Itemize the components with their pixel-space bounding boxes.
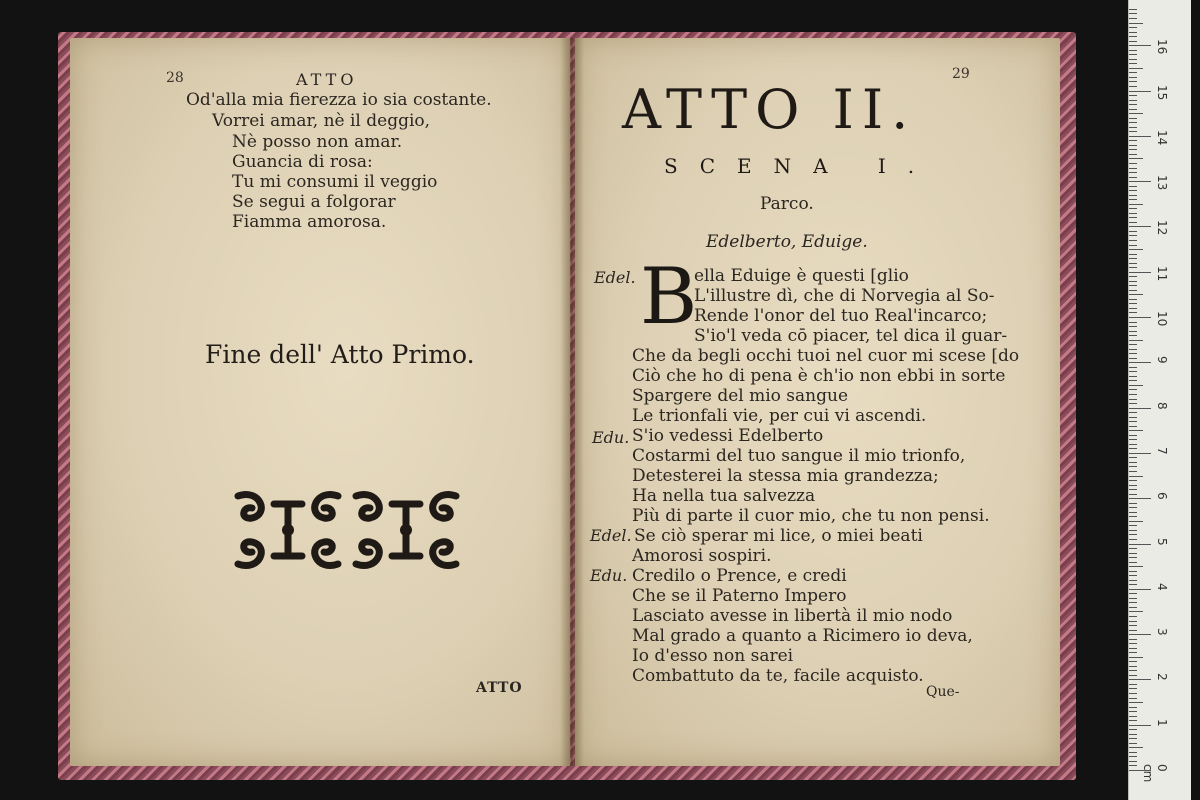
ruler-tick	[1129, 36, 1137, 37]
ruler-tick	[1129, 417, 1137, 418]
ruler-label: 13	[1155, 175, 1169, 191]
verse-line: L'illustre dì, che di Norvegia al So-	[694, 286, 995, 306]
verse-line: Credilo o Prence, e credi	[632, 566, 847, 586]
ruler-label: 5	[1155, 537, 1169, 546]
ruler-tick	[1129, 149, 1137, 150]
ruler-tick	[1129, 435, 1137, 436]
ruler-tick	[1129, 340, 1143, 341]
ruler-tick	[1129, 91, 1151, 92]
ruler-tick	[1129, 720, 1137, 721]
ruler-tick	[1129, 666, 1137, 667]
ruler-label: 11	[1155, 265, 1169, 281]
ruler-tick	[1129, 621, 1137, 622]
ruler-label: 9	[1155, 356, 1169, 364]
ruler-tick	[1129, 349, 1137, 350]
ruler-tick	[1129, 308, 1137, 309]
ruler-tick	[1129, 41, 1137, 42]
ruler-tick	[1129, 77, 1137, 78]
ruler-tick	[1129, 453, 1151, 454]
ruler-tick	[1129, 59, 1137, 60]
ruler-tick	[1129, 639, 1137, 640]
ruler-tick	[1129, 9, 1137, 10]
ruler-tick	[1129, 285, 1137, 286]
ruler-tick	[1129, 657, 1143, 658]
ruler-tick	[1129, 539, 1137, 540]
ruler-tick	[1129, 480, 1137, 481]
ruler-tick	[1129, 598, 1137, 599]
verse-line: Tu mi consumi il veggio	[232, 172, 438, 192]
ruler-tick	[1129, 353, 1137, 354]
ruler-tick	[1129, 190, 1137, 191]
ruler-label: 2	[1155, 673, 1169, 682]
ruler-tick	[1129, 616, 1137, 617]
ruler-tick	[1129, 702, 1143, 703]
measurement-ruler	[1128, 0, 1191, 800]
verse-line: Vorrei amar, nè il deggio,	[212, 111, 431, 131]
ruler-tick	[1129, 317, 1151, 318]
left-page-number: 28	[166, 70, 184, 86]
ruler-tick	[1129, 485, 1137, 486]
ruler-tick	[1129, 72, 1137, 73]
ruler-tick	[1129, 294, 1143, 295]
ruler-tick	[1129, 525, 1137, 526]
ruler-tick	[1129, 32, 1137, 33]
ruler-tick	[1129, 154, 1137, 155]
ruler-tick	[1129, 127, 1137, 128]
ruler-tick	[1129, 634, 1151, 635]
verse-line: S'io vedessi Edelberto	[632, 426, 824, 446]
ruler-tick	[1129, 412, 1137, 413]
ruler-tick	[1129, 512, 1137, 513]
ruler-label: 3	[1155, 628, 1169, 636]
ruler-tick	[1129, 303, 1137, 304]
ruler-tick	[1129, 498, 1151, 499]
ruler-tick	[1129, 113, 1143, 114]
ruler-tick	[1129, 575, 1137, 576]
ruler-tick	[1129, 553, 1137, 554]
ruler-tick	[1129, 394, 1137, 395]
ruler-tick	[1129, 566, 1143, 567]
ruler-tick	[1129, 734, 1137, 735]
verse-line: Rende l'onor del tuo Real'incarco;	[694, 306, 988, 326]
verse-line: Che se il Paterno Impero	[632, 586, 847, 606]
ruler-tick	[1129, 421, 1137, 422]
ruler-label: 6	[1155, 492, 1169, 500]
ruler-tick	[1129, 231, 1137, 232]
ruler-tick	[1129, 367, 1137, 368]
ruler-tick	[1129, 95, 1137, 96]
ruler-tick	[1129, 756, 1137, 757]
ruler-tick	[1129, 661, 1137, 662]
ruler-tick	[1129, 245, 1137, 246]
ruler-tick	[1129, 476, 1143, 477]
ruler-tick	[1129, 670, 1137, 671]
ruler-tick	[1129, 507, 1137, 508]
ruler-tick	[1129, 516, 1137, 517]
ruler-tick	[1129, 462, 1137, 463]
ruler-tick	[1129, 208, 1137, 209]
verse-line: Amorosi sospiri.	[632, 546, 772, 566]
ruler-tick	[1129, 213, 1137, 214]
speaker-label: Edu.	[592, 428, 630, 447]
verse-line: ella Eduige è questi [glio	[694, 266, 909, 286]
ruler-tick	[1129, 729, 1137, 730]
ruler-tick	[1129, 131, 1137, 132]
ruler-tick	[1129, 50, 1137, 51]
ruler-tick	[1129, 584, 1137, 585]
ruler-tick	[1129, 747, 1143, 748]
ruler-tick	[1129, 571, 1137, 572]
ruler-tick	[1129, 385, 1143, 386]
ruler-tick	[1129, 186, 1137, 187]
ruler-tick	[1129, 172, 1137, 173]
ruler-tick	[1129, 331, 1137, 332]
ruler-tick	[1129, 226, 1151, 227]
ruler-tick	[1129, 652, 1137, 653]
ruler-tick	[1129, 322, 1137, 323]
ruler-tick	[1129, 738, 1137, 739]
ruler-tick	[1129, 118, 1137, 119]
verse-line: Guancia di rosa:	[232, 152, 373, 172]
ruler-label: 8	[1155, 401, 1169, 410]
ruler-tick	[1129, 743, 1137, 744]
running-head: ATTO	[296, 70, 358, 89]
verse-line: Spargere del mio sangue	[632, 386, 849, 406]
ruler-tick	[1129, 299, 1137, 300]
verse-line: Se ciò sperar mi lice, o miei beati	[634, 526, 923, 546]
ruler-tick	[1129, 716, 1137, 717]
ruler-tick	[1129, 136, 1151, 137]
ruler-tick	[1129, 358, 1137, 359]
verse-line: Fiamma amorosa.	[232, 212, 387, 232]
act-closing-title: Fine dell' Atto Primo.	[205, 340, 475, 369]
ruler-tick	[1129, 222, 1137, 223]
ruler-tick	[1129, 593, 1137, 594]
ruler-tick	[1129, 607, 1137, 608]
ruler-tick	[1129, 611, 1143, 612]
ruler-tick	[1129, 68, 1143, 69]
ruler-tick	[1129, 530, 1137, 531]
ruler-tick	[1129, 534, 1137, 535]
ruler-tick	[1129, 679, 1151, 680]
ruler-tick	[1129, 380, 1137, 381]
ruler-tick	[1129, 625, 1137, 626]
speaker-label: Edel.	[594, 268, 636, 287]
verse-line: Od'alla mia fierezza io sia costante.	[186, 90, 492, 110]
character-list: Edelberto, Eduige.	[706, 232, 868, 252]
verse-line: Io d'esso non sarei	[632, 646, 794, 666]
verse-line: Nè posso non amar.	[232, 132, 403, 152]
ruler-tick	[1129, 344, 1137, 345]
ruler-tick	[1129, 276, 1137, 277]
ruler-tick	[1129, 27, 1137, 28]
ruler-tick	[1129, 100, 1137, 101]
ruler-tick	[1129, 18, 1137, 19]
ruler-tick	[1129, 290, 1137, 291]
ruler-tick	[1129, 376, 1137, 377]
ruler-tick	[1129, 643, 1137, 644]
ruler-tick	[1129, 630, 1137, 631]
ruler-tick	[1129, 258, 1137, 259]
ruler-tick	[1129, 63, 1137, 64]
verse-line: S'io'l veda cō piacer, tel dica il guar-	[694, 326, 1008, 346]
ruler-tick	[1129, 45, 1151, 46]
verse-line: Più di parte il cuor mio, che tu non pensi.	[632, 506, 990, 526]
drop-cap: B	[640, 252, 698, 342]
ruler-tick	[1129, 466, 1137, 467]
scene-setting: Parco.	[760, 194, 814, 214]
ruler-tick	[1129, 693, 1137, 694]
ruler-tick	[1129, 675, 1137, 676]
ruler-tick	[1129, 181, 1151, 182]
catchword: Que-	[926, 684, 960, 700]
ruler-tick	[1129, 267, 1137, 268]
ruler-tick	[1129, 13, 1137, 14]
ruler-tick	[1129, 163, 1137, 164]
right-page-number: 29	[952, 66, 970, 82]
ruler-tick	[1129, 602, 1137, 603]
ruler-tick	[1129, 389, 1137, 390]
ruler-label: 1	[1155, 718, 1169, 727]
ruler-tick	[1129, 725, 1151, 726]
ruler-tick	[1129, 104, 1137, 105]
ruler-tick	[1129, 145, 1137, 146]
verse-line: Lasciato avesse in libertà il mio nodo	[632, 606, 953, 626]
ruler-tick	[1129, 426, 1137, 427]
act-title: ATTO II.	[622, 78, 917, 141]
ruler-tick	[1129, 503, 1137, 504]
ruler-tick	[1129, 752, 1137, 753]
ruler-tick	[1129, 557, 1137, 558]
ruler-tick	[1129, 521, 1143, 522]
ruler-tick	[1129, 109, 1137, 110]
ruler-tick	[1129, 81, 1137, 82]
ruler-tick	[1129, 371, 1137, 372]
ruler-tick	[1129, 140, 1137, 141]
speaker-label: Edu.	[590, 566, 628, 585]
verse-line: Se segui a folgorar	[232, 192, 396, 212]
catchword: ATTO	[476, 680, 523, 696]
ruler-tick	[1129, 684, 1137, 685]
verse-line: Ciò che ho di pena è ch'io non ebbi in sorte	[632, 366, 1006, 386]
ruler-tick	[1129, 471, 1137, 472]
ruler-tick	[1129, 195, 1137, 196]
ruler-tick	[1129, 254, 1137, 255]
verse-line: Detesterei la stessa mia grandezza;	[632, 466, 939, 486]
ruler-tick	[1129, 403, 1137, 404]
ruler-tick	[1129, 648, 1137, 649]
ruler-tick	[1129, 444, 1137, 445]
ruler-label: 14	[1155, 129, 1169, 146]
ruler-tick	[1129, 439, 1137, 440]
ruler-tick	[1129, 548, 1137, 549]
ruler-tick	[1129, 240, 1137, 241]
ruler-tick	[1129, 122, 1137, 123]
ruler-label: 10	[1155, 311, 1169, 327]
ruler-tick	[1129, 86, 1137, 87]
ruler-tick	[1129, 312, 1137, 313]
book-gutter	[560, 38, 584, 766]
ruler-tick	[1129, 249, 1143, 250]
ruler-tick	[1129, 168, 1137, 169]
verse-line: Le trionfali vie, per cui vi ascendi.	[632, 406, 927, 426]
scene-title: SCENA I.	[664, 154, 937, 178]
ruler-tick	[1129, 158, 1143, 159]
ruler-tick	[1129, 54, 1137, 55]
ruler-label: 16	[1155, 39, 1169, 55]
ruler-tick	[1129, 448, 1137, 449]
ruler-tick	[1129, 362, 1151, 363]
ruler-label: 7	[1155, 446, 1169, 455]
ruler-tick	[1129, 335, 1137, 336]
ruler-tick	[1129, 711, 1137, 712]
ruler-tick	[1129, 272, 1151, 273]
ruler-tick	[1129, 494, 1137, 495]
ruler-label: 12	[1155, 220, 1169, 236]
ruler-tick	[1129, 765, 1137, 766]
ruler-tick	[1129, 235, 1137, 236]
speaker-label: Edel.	[590, 526, 632, 545]
ruler-tick	[1129, 204, 1143, 205]
ruler-tick	[1129, 23, 1143, 24]
verse-line: Mal grado a quanto a Ricimero io deva,	[632, 626, 973, 646]
ruler-label: 0 cm	[1141, 764, 1169, 783]
ruler-tick	[1129, 562, 1137, 563]
ruler-tick	[1129, 326, 1137, 327]
verse-line: Combattuto da te, facile acquisto.	[632, 666, 924, 686]
ruler-tick	[1129, 698, 1137, 699]
ruler-tick	[1129, 177, 1137, 178]
ruler-tick	[1129, 217, 1137, 218]
ruler-tick	[1129, 399, 1137, 400]
ruler-tick	[1129, 544, 1151, 545]
verse-line: Ha nella tua salvezza	[632, 486, 816, 506]
ruler-label: 4	[1155, 582, 1169, 591]
printers-ornament-icon	[230, 484, 464, 576]
verse-line: Che da begli occhi tuoi nel cuor mi scese [do	[632, 346, 1020, 366]
ruler-tick	[1129, 408, 1151, 409]
ruler-label: 15	[1155, 84, 1169, 100]
ruler-tick	[1129, 263, 1137, 264]
ruler-tick	[1129, 688, 1137, 689]
ruler-tick	[1129, 489, 1137, 490]
ruler-tick	[1129, 281, 1137, 282]
verse-line: Costarmi del tuo sangue il mio trionfo,	[632, 446, 966, 466]
ruler-tick	[1129, 761, 1137, 762]
ruler-tick	[1129, 430, 1143, 431]
ruler-tick	[1129, 580, 1137, 581]
ruler-tick	[1129, 589, 1151, 590]
ruler-tick	[1129, 199, 1137, 200]
ruler-tick	[1129, 707, 1137, 708]
ruler-tick	[1129, 457, 1137, 458]
